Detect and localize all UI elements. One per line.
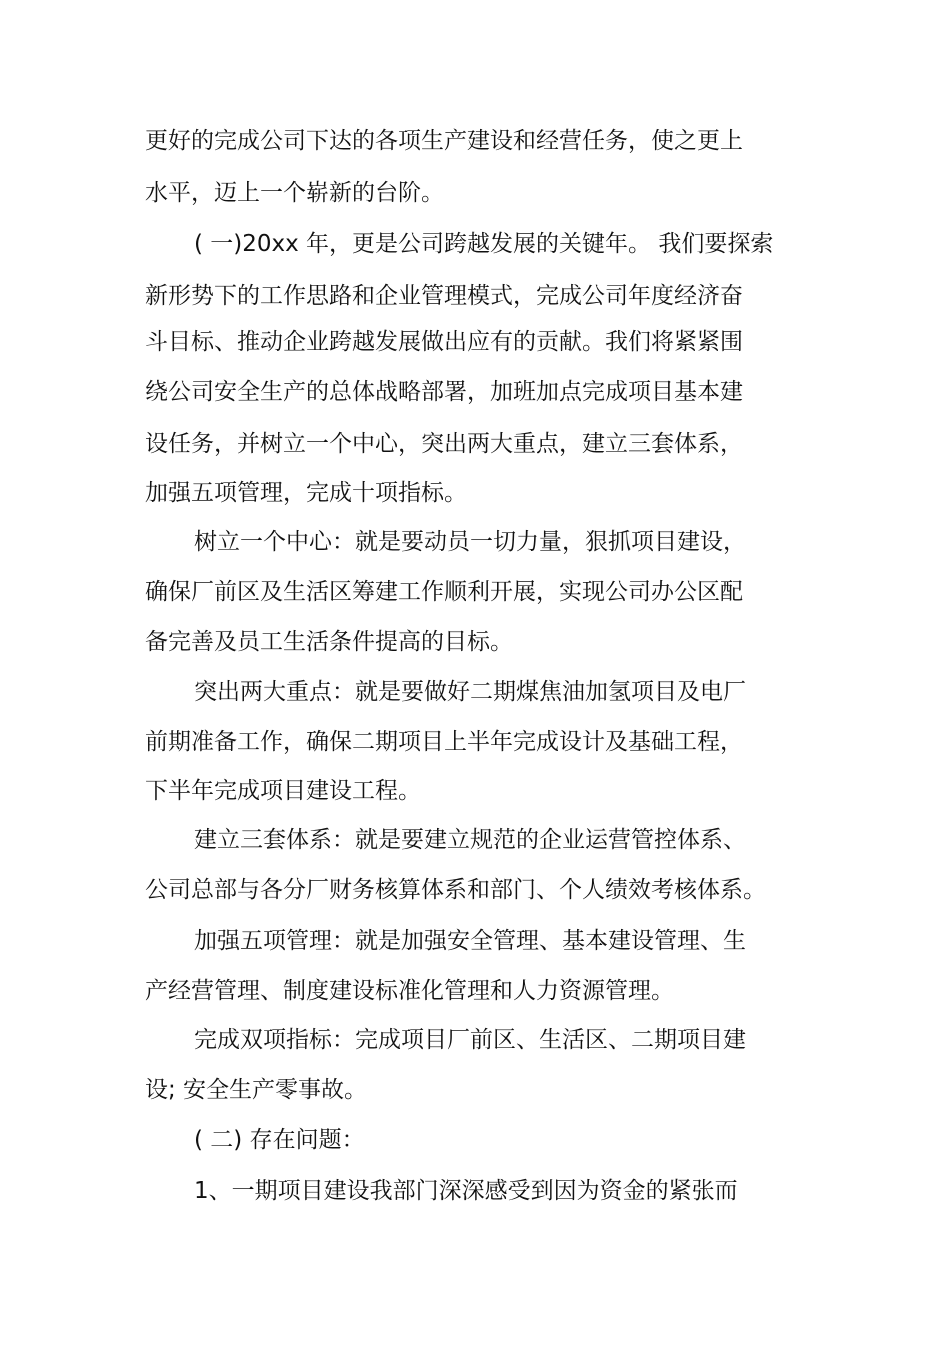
text-line: 下半年完成项目建设工程。	[145, 778, 421, 804]
text-line: 产经营管理、制度建设标准化管理和人力资源管理。	[145, 978, 674, 1004]
text-line: 更好的完成公司下达的各项生产建设和经营任务，使之更上	[145, 128, 743, 154]
text-line: 水平，迈上一个崭新的台阶。	[145, 180, 444, 206]
text-line: ( 一)20xx 年，更是公司跨越发展的关键年。 我们要探索	[194, 231, 774, 257]
text-line: 确保厂前区及生活区筹建工作顺利开展，实现公司办公区配	[145, 579, 743, 605]
text-line: 新形势下的工作思路和企业管理模式，完成公司年度经济奋	[145, 283, 743, 309]
text-line: 1、一期项目建设我部门深深感受到因为资金的紧张而	[194, 1178, 738, 1204]
text-line: ( 二) 存在问题：	[194, 1127, 365, 1153]
text-line: 树立一个中心：就是要动员一切力量，狠抓项目建设，	[194, 529, 746, 555]
text-line: 备完善及员工生活条件提高的目标。	[145, 629, 513, 655]
text-line: 公司总部与各分厂财务核算体系和部门、个人绩效考核体系。	[145, 877, 766, 903]
text-line: 设; 安全生产零事故。	[145, 1077, 368, 1103]
text-line: 完成双项指标：完成项目厂前区、生活区、二期项目建	[194, 1027, 746, 1053]
text-line: 设任务，并树立一个中心，突出两大重点，建立三套体系，	[145, 431, 743, 457]
text-line: 前期准备工作，确保二期项目上半年完成设计及基础工程，	[145, 729, 743, 755]
text-line: 绕公司安全生产的总体战略部署，加班加点完成项目基本建	[145, 379, 743, 405]
text-line: 加强五项管理，完成十项指标。	[145, 480, 467, 506]
text-line: 斗目标、推动企业跨越发展做出应有的贡献。我们将紧紧围	[145, 329, 743, 355]
text-line: 突出两大重点：就是要做好二期煤焦油加氢项目及电厂	[194, 679, 746, 705]
text-line: 加强五项管理：就是加强安全管理、基本建设管理、生	[194, 928, 746, 954]
text-line: 建立三套体系：就是要建立规范的企业运营管控体系、	[194, 827, 746, 853]
